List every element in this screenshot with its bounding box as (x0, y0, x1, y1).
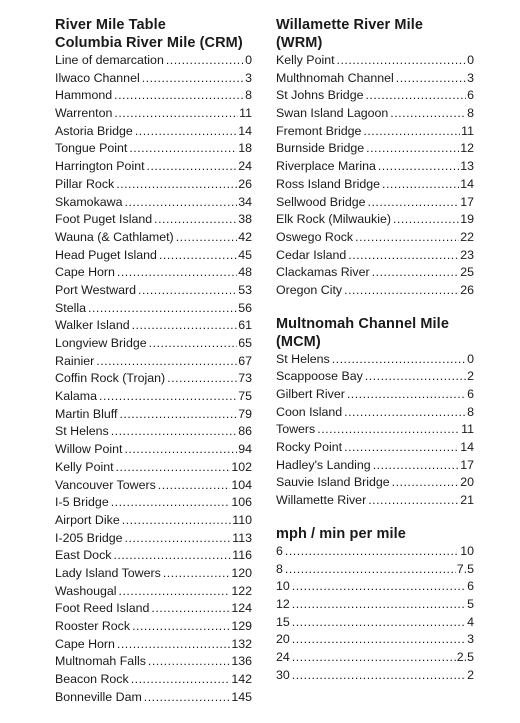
row-value: 124 (231, 601, 252, 616)
dot-leader (366, 140, 459, 158)
row-value: 5 (467, 596, 474, 611)
row-label: 20 (276, 632, 290, 647)
row-value: 11 (239, 106, 252, 121)
row-value: 42 (238, 229, 252, 244)
row-label: Line of demarcation (55, 53, 164, 67)
row-label: St Johns Bridge (276, 88, 364, 103)
row-value: 0 (467, 351, 474, 366)
row-label: Stella (55, 300, 86, 315)
dot-leader (149, 335, 238, 353)
right-column (276, 16, 474, 684)
row-value: 86 (238, 424, 252, 439)
row-value: 26 (460, 282, 474, 297)
speed-section-title: mph / min per mile (276, 525, 406, 542)
row-label: Kelly Point (55, 459, 114, 474)
row-label: Bonneville Dam (55, 689, 142, 704)
columbia-mile-list (55, 52, 252, 706)
willamette-section-title: Willamette River Mile (276, 17, 424, 33)
table-row (276, 176, 474, 194)
row-label: Foot Puget Island (55, 212, 153, 227)
table-row (276, 543, 474, 561)
row-value: 122 (231, 583, 252, 598)
table-row (276, 667, 474, 685)
table-row (55, 211, 252, 229)
row-label: Fremont Bridge (276, 123, 362, 138)
row-value: 132 (231, 636, 252, 651)
dot-leader (176, 229, 238, 247)
row-label: Rainier (55, 353, 95, 368)
table-row (55, 123, 252, 141)
table-row (55, 105, 252, 123)
dot-leader (119, 583, 231, 601)
row-value: 106 (231, 495, 252, 510)
dot-leader (166, 52, 244, 70)
row-label: Port Westward (55, 282, 137, 297)
table-row (276, 247, 474, 265)
row-label: Cedar Island (276, 247, 347, 262)
row-value: 0 (467, 53, 474, 67)
row-value: 94 (238, 442, 252, 457)
dot-leader (393, 211, 459, 229)
multnomah-section-abbrev: (MCM) (276, 333, 321, 350)
row-value: 11 (461, 123, 474, 138)
table-row (276, 105, 474, 123)
dot-leader (344, 439, 459, 457)
dot-leader (138, 282, 237, 300)
row-value: 14 (460, 440, 474, 455)
row-label: Riverplace Marina (276, 159, 376, 174)
columbia-section-title: Columbia River Mile (CRM) (55, 35, 243, 51)
row-label: Sauvie Island Bridge (276, 475, 390, 490)
row-label: Wauna (& Cathlamet) (55, 229, 174, 244)
table-row (55, 494, 252, 512)
multnomah-mile-list (276, 351, 474, 510)
row-value: 17 (460, 194, 474, 209)
table-row (55, 441, 252, 459)
table-row (55, 300, 252, 318)
table-row (55, 565, 252, 583)
row-label: I-205 Bridge (55, 530, 123, 545)
row-label: Willow Point (55, 442, 123, 457)
row-value: 3 (245, 70, 252, 85)
dot-leader (292, 631, 466, 649)
table-row (55, 547, 252, 565)
row-label: 15 (276, 614, 290, 629)
dot-leader (167, 370, 237, 388)
row-label: I-5 Bridge (55, 495, 109, 510)
row-value: 67 (238, 353, 252, 368)
table-row (276, 368, 474, 386)
row-value: 25 (460, 265, 474, 280)
dot-leader (344, 282, 459, 300)
table-row (55, 671, 252, 689)
dot-leader (135, 123, 237, 141)
row-label: 6 (276, 543, 283, 558)
table-row (276, 52, 474, 70)
dot-leader (365, 368, 466, 386)
row-label: Coon Island (276, 404, 343, 419)
table-row (276, 158, 474, 176)
dot-leader (119, 406, 237, 424)
table-row (276, 596, 474, 614)
dot-leader (125, 194, 238, 212)
dot-leader (373, 457, 460, 475)
row-value: 6 (467, 387, 474, 401)
dot-leader (96, 353, 237, 371)
row-label: Clackamas River (276, 265, 370, 280)
row-value: 24 (238, 159, 252, 174)
table-row (55, 459, 252, 477)
table-row (276, 140, 474, 158)
table-row (55, 247, 252, 265)
row-value: 56 (238, 300, 252, 315)
table-row (276, 351, 474, 369)
dot-leader (147, 158, 238, 176)
table-row (55, 423, 252, 441)
row-label: 8 (276, 561, 283, 576)
table-row (55, 317, 252, 335)
dot-leader (111, 494, 231, 512)
dot-leader (368, 194, 460, 212)
dot-leader (142, 70, 244, 88)
row-value: 102 (231, 459, 252, 474)
table-row (55, 653, 252, 671)
row-label: Beacon Rock (55, 672, 129, 687)
dot-leader (365, 87, 466, 105)
dot-leader (159, 247, 237, 265)
row-label: Vancouver Towers (55, 477, 156, 492)
row-label: St Helens (276, 351, 330, 366)
row-value: 6 (467, 579, 474, 594)
table-row (276, 211, 474, 229)
row-value: 4 (467, 614, 474, 629)
row-value: 38 (238, 212, 252, 227)
row-value: 13 (460, 159, 474, 174)
row-value: 129 (231, 619, 252, 633)
row-label: 10 (276, 579, 290, 594)
table-row (55, 140, 252, 158)
table-row (276, 439, 474, 457)
table-row (55, 176, 252, 194)
dot-leader (113, 547, 231, 565)
table-row (55, 370, 252, 388)
row-label: St Helens (55, 424, 109, 439)
row-label: Harrington Point (55, 159, 145, 174)
dot-leader (114, 105, 238, 123)
row-value: 23 (460, 247, 474, 262)
dot-leader (292, 596, 466, 614)
dot-leader (154, 211, 237, 229)
row-label: Lady Island Towers (55, 565, 161, 580)
table-row (276, 578, 474, 596)
row-label: Burnside Bridge (276, 141, 365, 156)
row-label: Kalama (55, 389, 98, 404)
table-row (55, 264, 252, 282)
dot-leader (292, 578, 466, 596)
row-label: Kelly Point (276, 53, 335, 67)
row-value: 2 (467, 369, 474, 384)
row-label: Elk Rock (Milwaukie) (276, 212, 391, 227)
row-label: Gilbert River (276, 387, 345, 401)
row-label: Longview Bridge (55, 336, 147, 350)
table-row (55, 530, 252, 548)
table-row (276, 70, 474, 88)
table-row (55, 477, 252, 495)
row-value: 34 (238, 194, 252, 209)
table-row (276, 282, 474, 300)
row-value: 75 (238, 389, 252, 404)
row-label: Ilwaco Channel (55, 70, 140, 85)
row-value: 0 (245, 53, 252, 67)
dot-leader (355, 229, 459, 247)
row-value: 22 (460, 229, 474, 244)
row-value: 53 (238, 282, 252, 297)
row-label: Martin Bluff (55, 406, 118, 421)
row-label: Skamokawa (55, 194, 123, 209)
row-value: 10 (460, 543, 474, 558)
table-row (276, 386, 474, 404)
dot-leader (292, 614, 466, 632)
row-value: 3 (467, 70, 474, 85)
row-value: 3 (467, 632, 474, 647)
row-value: 6 (467, 88, 474, 103)
row-label: Warrenton (55, 106, 113, 121)
row-label: Walker Island (55, 318, 130, 333)
row-value: 116 (232, 548, 252, 563)
section-spacer (276, 510, 474, 525)
table-row (55, 583, 252, 601)
row-value: 61 (238, 318, 252, 333)
row-value: 2.5 (456, 649, 474, 664)
row-value: 73 (238, 371, 252, 386)
row-label: Multhnomah Channel (276, 70, 394, 85)
table-row (276, 474, 474, 492)
dot-leader (132, 618, 230, 636)
row-label: 24 (276, 649, 290, 664)
dot-leader (131, 671, 231, 689)
row-label: Foot Reed Island (55, 601, 150, 616)
table-row (55, 406, 252, 424)
willamette-mile-list (276, 52, 474, 300)
row-value: 20 (460, 475, 474, 490)
dot-leader (390, 105, 466, 123)
dot-leader (122, 512, 232, 530)
table-row (55, 618, 252, 636)
row-label: 12 (276, 596, 290, 611)
row-label: Oswego Rock (276, 229, 354, 244)
dot-leader (163, 565, 230, 583)
table-row (276, 123, 474, 141)
table-row (276, 194, 474, 212)
row-label: Pillar Rock (55, 176, 115, 191)
table-row (55, 70, 252, 88)
row-value: 145 (231, 689, 252, 704)
table-row (276, 264, 474, 282)
dot-leader (117, 636, 230, 654)
row-label: Tongue Point (55, 141, 128, 156)
table-row (55, 229, 252, 247)
table-row (276, 87, 474, 105)
table-row (276, 631, 474, 649)
dot-leader (285, 561, 456, 579)
row-label: Cape Horn (55, 636, 115, 651)
row-value: 136 (231, 654, 252, 669)
columbia-river-mile-column (55, 16, 252, 706)
row-value: 8 (245, 88, 252, 103)
row-label: 30 (276, 667, 290, 682)
dot-leader (332, 351, 466, 369)
table-row (55, 689, 252, 707)
row-value: 12 (460, 141, 474, 156)
row-value: 2 (467, 667, 474, 682)
row-value: 18 (238, 141, 252, 156)
dot-leader (111, 423, 237, 441)
row-value: 21 (460, 493, 474, 508)
table-row (276, 457, 474, 475)
section-spacer (276, 300, 474, 315)
row-label: Swan Island Lagoon (276, 106, 389, 121)
row-label: Rocky Point (276, 440, 343, 455)
row-value: 26 (238, 176, 252, 191)
row-value: 113 (232, 530, 252, 545)
dot-leader (88, 300, 237, 318)
dot-leader (363, 123, 460, 141)
row-value: 142 (231, 672, 252, 687)
row-label: Scappoose Bay (276, 369, 363, 384)
dot-leader (392, 474, 460, 492)
dot-leader (285, 543, 459, 561)
table-row (55, 353, 252, 371)
table-row (55, 600, 252, 618)
row-label: Oregon City (276, 282, 343, 297)
row-value: 8 (467, 404, 474, 419)
table-row (276, 492, 474, 510)
row-value: 79 (238, 406, 252, 421)
row-label: Towers (276, 422, 316, 437)
table-row (55, 87, 252, 105)
dot-leader (292, 649, 456, 667)
dot-leader (158, 477, 231, 495)
row-value: 110 (232, 512, 252, 527)
dot-leader (144, 689, 231, 707)
row-value: 14 (238, 123, 252, 138)
multnomah-section-title: Multnomah Channel Mile (276, 315, 449, 332)
dot-leader (132, 317, 238, 335)
table-row (276, 614, 474, 632)
dot-leader (125, 530, 232, 548)
dot-leader (372, 264, 460, 282)
dot-leader (344, 404, 466, 422)
dot-leader (116, 459, 231, 477)
table-row (276, 561, 474, 579)
row-value: 104 (231, 477, 252, 492)
dot-leader (292, 667, 466, 685)
row-label: East Dock (55, 548, 112, 563)
row-label: Cape Horn (55, 265, 115, 280)
row-value: 8 (467, 106, 474, 121)
table-row (276, 404, 474, 422)
dot-leader (114, 87, 244, 105)
table-row (55, 194, 252, 212)
row-value: 48 (238, 265, 252, 280)
dot-leader (151, 600, 230, 618)
row-value: 19 (460, 212, 474, 227)
row-label: Sellwood Bridge (276, 194, 366, 209)
table-row (276, 229, 474, 247)
row-label: Washougal (55, 583, 117, 598)
row-label: Hammond (55, 88, 113, 103)
row-label: Willamette River (276, 493, 367, 508)
table-row (55, 335, 252, 353)
dot-leader (396, 70, 466, 88)
table-row (55, 512, 252, 530)
row-value: 17 (460, 457, 474, 472)
row-label: Astoria Bridge (55, 123, 133, 138)
dot-leader (116, 176, 237, 194)
row-label: Rooster Rock (55, 619, 131, 633)
table-row (276, 421, 474, 439)
speed-conversion-list (276, 543, 474, 685)
dot-leader (382, 176, 459, 194)
dot-leader (348, 247, 459, 265)
row-label: Multnomah Falls (55, 654, 146, 669)
row-value: 120 (231, 565, 252, 580)
dot-leader (148, 653, 230, 671)
page-title: River Mile Table (55, 17, 166, 33)
table-row (55, 282, 252, 300)
row-value: 65 (238, 336, 252, 350)
table-row (55, 388, 252, 406)
row-label: Head Puget Island (55, 247, 157, 262)
dot-leader (99, 388, 237, 406)
row-label: Ross Island Bridge (276, 176, 380, 191)
row-value: 45 (238, 247, 252, 262)
row-value: 11 (461, 422, 474, 437)
willamette-section-abbrev: (WRM) (276, 35, 323, 51)
row-label: Coffin Rock (Trojan) (55, 371, 166, 386)
dot-leader (317, 421, 460, 439)
row-label: Airport Dike (55, 512, 120, 527)
row-label: Hadley's Landing (276, 457, 371, 472)
row-value: 14 (460, 176, 474, 191)
table-row (276, 649, 474, 667)
dot-leader (117, 264, 237, 282)
row-value: 7.5 (456, 561, 474, 576)
dot-leader (368, 492, 459, 510)
dot-leader (129, 140, 237, 158)
dot-leader (337, 52, 467, 70)
table-row (55, 52, 252, 70)
dot-leader (378, 158, 459, 176)
table-row (55, 636, 252, 654)
dot-leader (347, 386, 466, 404)
table-row (55, 158, 252, 176)
dot-leader (124, 441, 237, 459)
